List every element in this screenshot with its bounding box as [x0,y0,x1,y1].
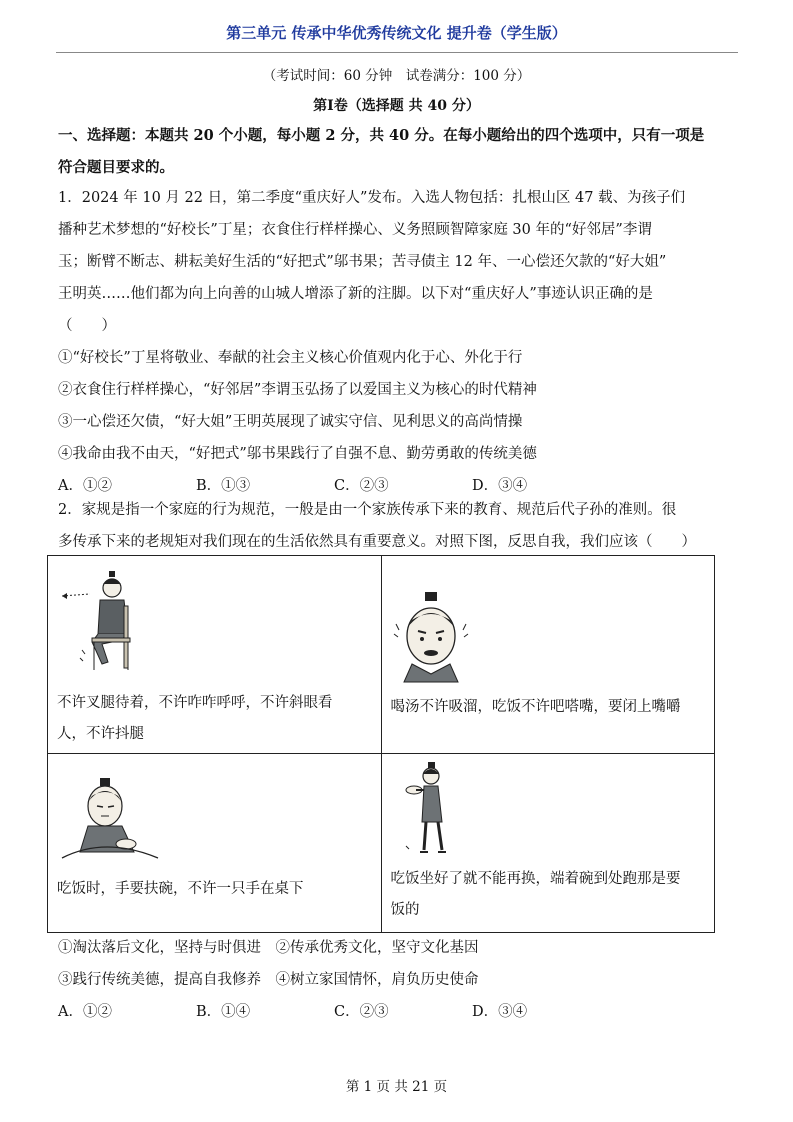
question-2-statement: ①淘汰落后文化，坚持与时俱进 ②传承优秀文化，坚守文化基因 [58,940,479,956]
sitting-figure-illustration [62,566,152,676]
question-1-statement: ②衣食住行样样操心，“好邻居”李谓玉弘扬了以爱国主义为核心的时代精神 [58,382,537,398]
question-2-options [58,996,738,1028]
question-2-statement: ③践行传统美德，提高自我修养 ④树立家国情怀，肩负历史使命 [58,972,479,988]
exam-info: （考试时间：60 分钟 试卷满分：100 分） [262,68,531,84]
rule-text: 人，不许抖腿 [57,726,144,742]
illustration-cell [48,754,382,933]
illustration-cell [381,556,715,754]
rule-text: 喝汤不许吸溜，吃饭不许吧嗒嘴，要闭上嘴嚼 [390,699,681,715]
question-2-statements [58,932,738,1028]
illustration-cell [381,754,715,933]
question-1-stem-line: 玉；断臂不断志、耕耘美好生活的“好把式”邬书果；苦寻债主 12 年、一心偿还欠款的“好大姐” [58,254,667,270]
rule-text: 吃饭坐好了就不能再换，端着碗到处跑那是要 [390,871,681,887]
question-2-stem-line: 多传承下来的老规矩对我们现在的生活依然具有重要意义。对照下图，反思自我，我们应该（ ） [58,534,696,550]
section-title: 第Ⅰ卷（选择题 共 40 分） [313,98,480,114]
chewing-face-illustration [388,584,478,684]
question-1-option-b[interactable]: B．①③ [196,478,251,494]
rule-text: 吃饭时，手要扶碗，不许一只手在桌下 [57,881,304,897]
header-divider [56,52,738,53]
question-1-statement: ④我命由我不由天，“好把式”邬书果践行了自强不息、勤劳勇敢的传统美德 [58,446,537,462]
question-2-stem-line: 2．家规是指一个家庭的行为规范，一般是由一个家族传承下来的教育、规范后代子孙的准则。很 [58,502,677,518]
question-2-stem [58,494,738,558]
page-header-title: 第三单元 传承中华优秀传统文化 提升卷（学生版） [226,24,567,42]
question-1-statement: ①“好校长”丁星将敬业、奉献的社会主义核心价值观内化于心、外化于行 [58,350,523,366]
question-1-stem-line: 1．2024 年 10 月 22 日，第二季度“重庆好人”发布。入选人物包括：扎根山区 47 载、为孩子们 [58,190,686,206]
instructions [58,120,738,184]
question-2-option-b[interactable]: B．①④ [196,1004,251,1020]
instructions-line: 符合题目要求的。 [58,159,174,176]
question-1-stem-line: 王明英……他们都为向上向善的山城人增添了新的注脚。以下对“重庆好人”事迹认识正确的是 [58,286,653,302]
rule-text: 不许叉腿待着，不许咋咋呼呼，不许斜眼看 [57,695,333,711]
question-1-option-d[interactable]: D．③④ [472,478,528,494]
rule-text: 饭的 [390,902,420,918]
question-1-option-c[interactable]: C．②③ [334,478,389,494]
manners-illustration-table [47,555,715,933]
question-2-option-a[interactable]: A．①② [58,1004,112,1020]
question-1 [58,182,738,502]
page-number: 第 1 页 共 21 页 [345,1079,448,1095]
walking-with-bowl-illustration [400,760,460,860]
illustration-cell [48,556,382,754]
question-1-stem-line: 播种艺术梦想的“好校长”丁星；衣食住行样样操心、义务照顾智障家庭 30 年的“好邻居”李谓 [58,222,652,238]
instructions-line: 一、选择题：本题共 20 个小题，每小题 2 分，共 40 分。在每小题给出的四个选项中，只有一项是 [58,127,705,144]
question-2-option-d[interactable]: D．③④ [472,1004,528,1020]
holding-bowl-illustration [60,776,160,866]
question-2-option-c[interactable]: C．②③ [334,1004,389,1020]
question-1-statement: ③一心偿还欠债，“好大姐”王明英展现了诚实守信、见利思义的高尚情操 [58,414,523,430]
question-1-answer-blank: （ ） [58,318,116,334]
question-1-option-a[interactable]: A．①② [58,478,112,494]
